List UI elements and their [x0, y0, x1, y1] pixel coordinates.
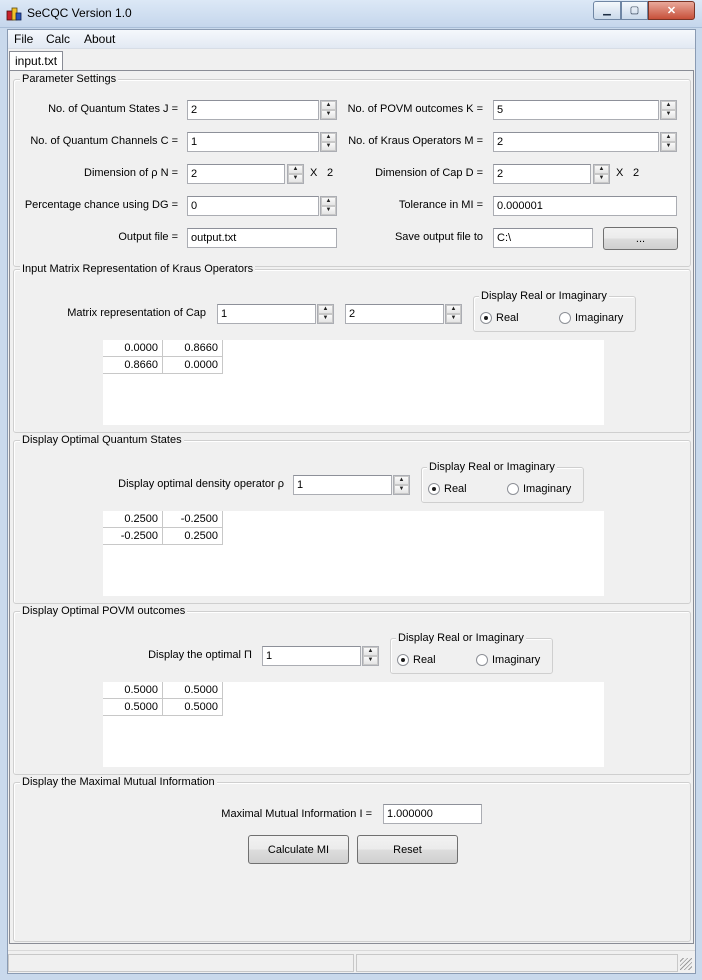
spin-down-icon[interactable]: ▼: [661, 142, 676, 151]
radio-checked-icon[interactable]: [397, 654, 409, 666]
kraus-real-radio[interactable]: [480, 312, 519, 324]
kraus-matrix-label: Matrix representation of Cap: [67, 307, 206, 319]
optimal-density-label: Display optimal density operator ρ: [118, 478, 284, 490]
optimal-states-group: [13, 434, 691, 604]
matrix-cell[interactable]: 0.0000: [103, 340, 163, 357]
minimize-button[interactable]: [593, 1, 621, 20]
matrix-cell[interactable]: 0.8660: [103, 357, 163, 374]
group-title: Display the Maximal Mutual Information: [22, 776, 215, 788]
states-real-radio[interactable]: [428, 483, 467, 495]
save-to-label: Save output file to: [394, 231, 483, 243]
povm-outcomes-label: No. of POVM outcomes K =: [347, 103, 483, 115]
kraus-operators-input[interactable]: [493, 132, 659, 152]
radio-checked-icon[interactable]: [480, 312, 492, 324]
status-pane-right: [356, 954, 678, 972]
matrix-cell[interactable]: 0.2500: [103, 511, 163, 528]
spin-down-icon[interactable]: ▼: [321, 110, 336, 119]
group-title: Display Optimal Quantum States: [22, 434, 182, 446]
quantum-states-label: No. of Quantum States J =: [48, 103, 178, 115]
spin-up-icon[interactable]: ▲: [288, 165, 303, 174]
dimension-cap-spinner[interactable]: [593, 164, 610, 184]
states-display-mode-group: [421, 461, 584, 503]
title-bar[interactable]: [0, 0, 702, 28]
radio-label: Real: [444, 483, 467, 495]
spin-down-icon[interactable]: ▼: [661, 110, 676, 119]
mutual-information-group: [13, 776, 691, 942]
optimal-povm-index-input[interactable]: [262, 646, 361, 666]
kraus-matrix-grid[interactable]: [103, 340, 604, 425]
quantum-channels-label: No. of Quantum Channels C =: [30, 135, 178, 147]
status-pane-left: [8, 954, 354, 972]
tolerance-input[interactable]: [493, 196, 677, 216]
matrix-cell[interactable]: 0.5000: [163, 699, 223, 716]
kraus-operators-label: No. of Kraus Operators M =: [348, 135, 483, 147]
spin-up-icon[interactable]: ▲: [446, 305, 461, 314]
radio-checked-icon[interactable]: [428, 483, 440, 495]
radio-label: Real: [496, 312, 519, 324]
menu-about[interactable]: About: [84, 32, 116, 46]
radio-label: Imaginary: [492, 654, 541, 666]
maximize-button[interactable]: [621, 1, 648, 20]
spin-down-icon[interactable]: ▼: [594, 174, 609, 183]
matrix-cell[interactable]: 0.5000: [163, 682, 223, 699]
tolerance-label: Tolerance in MI =: [398, 199, 483, 211]
optimal-density-index-input[interactable]: [293, 475, 392, 495]
matrix-cell[interactable]: 0.8660: [163, 340, 223, 357]
matrix-cell[interactable]: -0.2500: [163, 511, 223, 528]
dimension-cap-label: Dimension of Cap D =: [375, 167, 483, 179]
matrix-cell[interactable]: 0.2500: [163, 528, 223, 545]
dimension-rho-input[interactable]: [187, 164, 285, 184]
optimal-density-spinner[interactable]: [393, 475, 410, 495]
spin-up-icon[interactable]: ▲: [363, 647, 378, 656]
quantum-states-input[interactable]: [187, 100, 319, 120]
output-file-label: Output file =: [118, 231, 178, 243]
close-button[interactable]: [648, 1, 695, 20]
spin-up-icon[interactable]: ▲: [661, 133, 676, 142]
menu-file[interactable]: File: [14, 32, 34, 46]
client-area: [7, 29, 696, 974]
radio-unchecked-icon[interactable]: [476, 654, 488, 666]
menu-calc[interactable]: Calc: [46, 32, 71, 46]
spin-down-icon[interactable]: ▼: [321, 206, 336, 215]
group-title: Display Real or Imaginary: [481, 290, 607, 302]
kraus-display-mode-group: [473, 290, 636, 332]
dimension-rho-label: Dimension of ρ N =: [84, 167, 178, 179]
spin-up-icon[interactable]: ▲: [594, 165, 609, 174]
povm-real-radio[interactable]: [397, 654, 436, 666]
povm-display-mode-group: [390, 632, 553, 674]
kraus-index2-input[interactable]: [345, 304, 444, 324]
dg-chance-spinner[interactable]: [320, 196, 337, 216]
kraus-imaginary-radio[interactable]: [559, 312, 623, 324]
dimension-rho-spinner[interactable]: [287, 164, 304, 184]
reset-button[interactable]: Reset: [357, 835, 458, 864]
spin-down-icon[interactable]: ▼: [318, 314, 333, 323]
dimension-cap-second: 2: [633, 167, 640, 179]
mutual-information-label: Maximal Mutual Information I =: [221, 808, 372, 820]
spin-up-icon[interactable]: ▲: [661, 101, 676, 110]
status-bar: [8, 950, 695, 973]
group-title: Display Real or Imaginary: [398, 632, 524, 644]
tab-input-file[interactable]: input.txt: [9, 51, 63, 71]
spin-down-icon[interactable]: ▼: [394, 485, 409, 494]
spin-up-icon[interactable]: ▲: [321, 197, 336, 206]
dg-chance-label: Percentage chance using DG =: [24, 199, 178, 211]
kraus-index1-input[interactable]: [217, 304, 316, 324]
times-symbol: X: [616, 167, 624, 179]
povm-outcomes-input[interactable]: [493, 100, 659, 120]
spin-up-icon[interactable]: ▲: [321, 133, 336, 142]
optimal-povm-spinner[interactable]: [362, 646, 379, 666]
kraus-operators-spinner[interactable]: [660, 132, 677, 152]
states-matrix-grid[interactable]: [103, 511, 604, 596]
spin-up-icon[interactable]: ▲: [318, 305, 333, 314]
close-icon: ✕: [666, 5, 677, 17]
kraus-operators-group: [13, 263, 691, 433]
spin-down-icon[interactable]: ▼: [288, 174, 303, 183]
radio-unchecked-icon[interactable]: [559, 312, 571, 324]
mutual-information-output[interactable]: [383, 804, 482, 824]
spin-up-icon[interactable]: ▲: [394, 476, 409, 485]
spin-up-icon[interactable]: ▲: [321, 101, 336, 110]
quantum-states-spinner[interactable]: [320, 100, 337, 120]
output-file-input[interactable]: [187, 228, 337, 248]
dimension-rho-second: 2: [327, 167, 334, 179]
tab-panel: [9, 70, 694, 944]
browse-button[interactable]: ...: [603, 227, 678, 250]
povm-imaginary-radio[interactable]: [476, 654, 540, 666]
menu-bar: [8, 30, 695, 49]
spin-down-icon[interactable]: ▼: [321, 142, 336, 151]
matrix-cell[interactable]: 0.5000: [103, 699, 163, 716]
app-icon: [6, 6, 22, 22]
kraus-index2-spinner[interactable]: [445, 304, 462, 324]
dg-chance-input[interactable]: [187, 196, 319, 216]
resize-grip-icon[interactable]: [680, 958, 692, 970]
quantum-channels-spinner[interactable]: [320, 132, 337, 152]
parameter-settings-group: [13, 73, 691, 267]
radio-label: Imaginary: [575, 312, 624, 324]
matrix-cell[interactable]: 0.5000: [103, 682, 163, 699]
times-symbol: X: [310, 167, 318, 179]
maximize-icon: ▢: [629, 5, 640, 16]
spin-down-icon[interactable]: ▼: [446, 314, 461, 323]
group-title: Display Optimal POVM outcomes: [22, 605, 186, 617]
povm-outcomes-spinner[interactable]: [660, 100, 677, 120]
radio-unchecked-icon[interactable]: [507, 483, 519, 495]
optimal-povm-group: [13, 605, 691, 775]
calculate-mi-button[interactable]: Calculate MI: [248, 835, 349, 864]
group-title: Parameter Settings: [22, 73, 117, 85]
save-to-input[interactable]: [493, 228, 593, 248]
povm-matrix-grid[interactable]: [103, 682, 604, 767]
dimension-cap-input[interactable]: [493, 164, 591, 184]
states-imaginary-radio[interactable]: [507, 483, 571, 495]
radio-label: Real: [413, 654, 436, 666]
kraus-index1-spinner[interactable]: [317, 304, 334, 324]
group-title: Display Real or Imaginary: [429, 461, 555, 473]
matrix-cell[interactable]: 0.0000: [163, 357, 223, 374]
spin-down-icon[interactable]: ▼: [363, 656, 378, 665]
window-title: SeCQC Version 1.0: [27, 6, 132, 20]
group-title: Input Matrix Representation of Kraus Operators: [22, 263, 254, 275]
optimal-povm-label: Display the optimal Π: [148, 649, 252, 661]
quantum-channels-input[interactable]: [187, 132, 319, 152]
radio-label: Imaginary: [523, 483, 572, 495]
matrix-cell[interactable]: -0.2500: [103, 528, 163, 545]
minimize-icon: ▁: [603, 5, 611, 16]
